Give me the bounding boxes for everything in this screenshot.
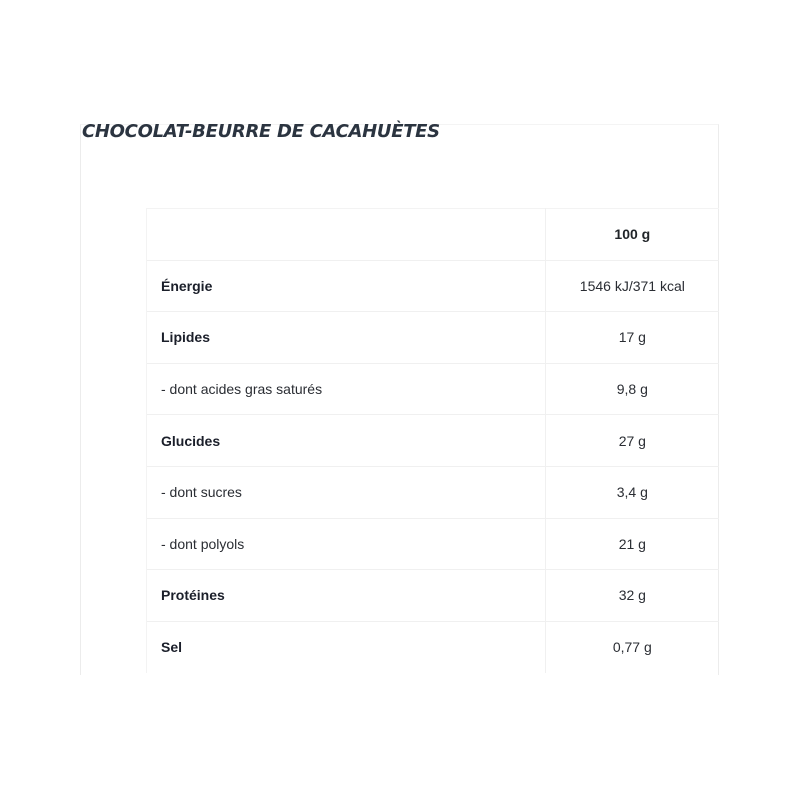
table-row bbox=[147, 570, 720, 622]
row-value-polyols: 21 g bbox=[545, 518, 719, 570]
row-label-lipides: Lipides bbox=[147, 312, 546, 364]
row-label-polyols: - dont polyols bbox=[147, 518, 546, 570]
row-value-energie: 1546 kJ/371 kcal bbox=[545, 260, 719, 312]
product-title: CHOCOLAT-BEURRE DE CACAHUÈTES bbox=[82, 121, 440, 142]
table-row bbox=[147, 415, 720, 467]
header-label-cell bbox=[147, 209, 546, 261]
table-row bbox=[147, 260, 720, 312]
row-value-proteines: 32 g bbox=[545, 570, 719, 622]
table-row bbox=[147, 363, 720, 415]
table-header-row bbox=[147, 209, 720, 261]
row-label-energie: Énergie bbox=[147, 260, 546, 312]
header-serving-cell: 100 g bbox=[545, 209, 719, 261]
row-value-glucides: 27 g bbox=[545, 415, 719, 467]
row-value-sel: 0,77 g bbox=[545, 621, 719, 673]
table-row bbox=[147, 621, 720, 673]
row-label-sel: Sel bbox=[147, 621, 546, 673]
table-row bbox=[147, 518, 720, 570]
table-row bbox=[147, 312, 720, 364]
row-value-lipides: 17 g bbox=[545, 312, 719, 364]
table-row bbox=[147, 466, 720, 518]
row-label-sucres: - dont sucres bbox=[147, 466, 546, 518]
nutrition-table bbox=[146, 208, 719, 673]
row-label-glucides: Glucides bbox=[147, 415, 546, 467]
row-value-acides-gras-satures: 9,8 g bbox=[545, 363, 719, 415]
row-value-sucres: 3,4 g bbox=[545, 466, 719, 518]
row-label-acides-gras-satures: - dont acides gras saturés bbox=[147, 363, 546, 415]
row-label-proteines: Protéines bbox=[147, 570, 546, 622]
